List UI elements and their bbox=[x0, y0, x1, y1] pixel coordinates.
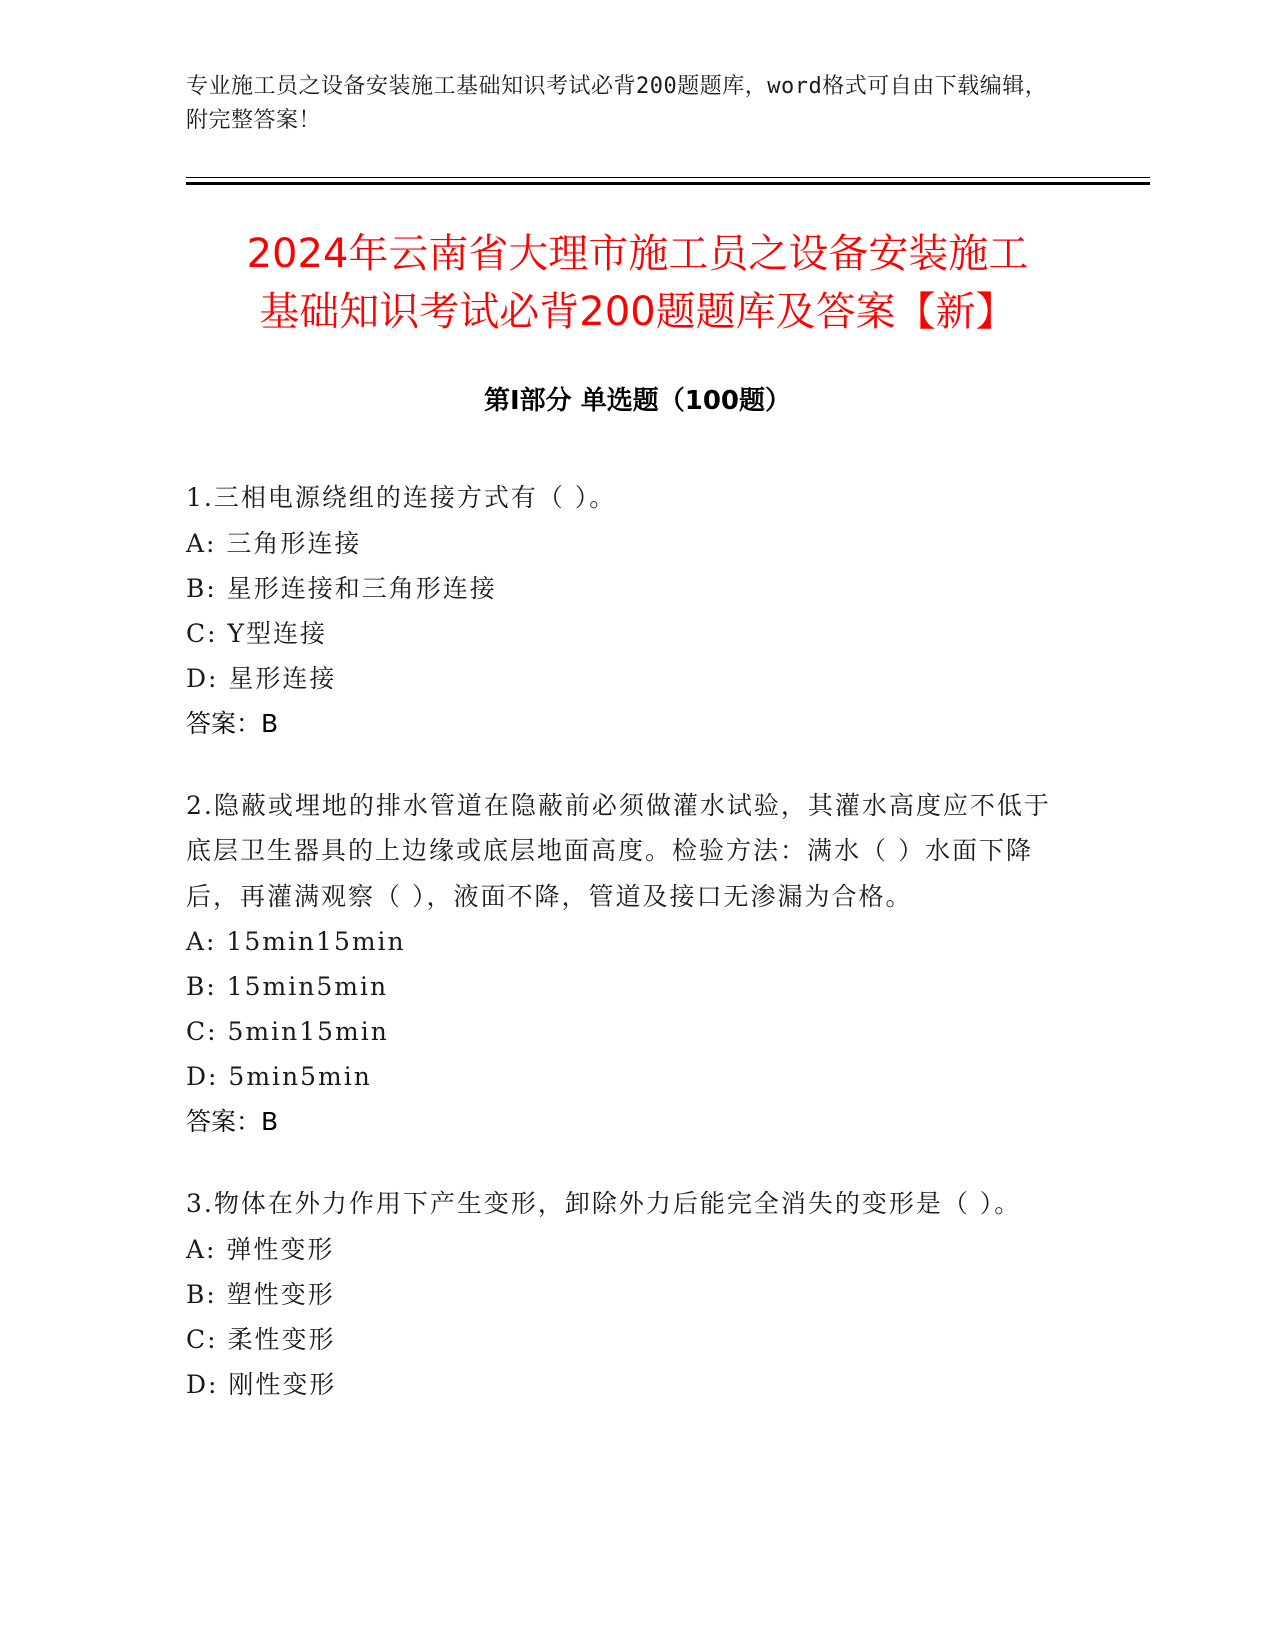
header-divider-thick bbox=[186, 182, 1150, 185]
question-2 bbox=[186, 783, 1066, 1145]
question-list bbox=[186, 475, 1066, 1444]
option-c: C: 柔性变形 bbox=[186, 1324, 336, 1354]
question-3 bbox=[186, 1181, 1066, 1407]
option-d: D: 5min5min bbox=[186, 1062, 372, 1091]
question-stem: 1.三相电源绕组的连接方式有（ ）。 bbox=[186, 483, 617, 512]
header-note: 专业施工员之设备安装施工基础知识考试必背200题题库，word格式可自由下载编辑，附完整答案！ bbox=[186, 74, 1048, 133]
answer: 答案：B bbox=[186, 708, 279, 738]
answer: 答案：B bbox=[186, 1107, 279, 1136]
header-divider-thin bbox=[186, 177, 1150, 178]
question-stem: 2.隐蔽或埋地的排水管道在隐蔽前必须做灌水试验，其灌水高度应不低于底层卫生器具的上边缘或底层地面高度。检验方法：满水（ ）水面下降后，再灌满观察（ ），液面不降，管道及接口无渗漏为合格。 bbox=[186, 790, 1051, 911]
option-d: D: 星形连接 bbox=[186, 663, 337, 693]
title-line-1: 2024年云南省大理市施工员之设备安装施工 bbox=[246, 231, 1029, 277]
option-d: D: 刚性变形 bbox=[186, 1369, 337, 1399]
option-b: B: 星形连接和三角形连接 bbox=[186, 573, 497, 603]
option-b: B: 15min5min bbox=[186, 972, 389, 1001]
option-a: A: 弹性变形 bbox=[186, 1234, 335, 1264]
question-1 bbox=[186, 475, 1066, 746]
option-a: A: 三角形连接 bbox=[186, 528, 362, 558]
option-b: B: 塑性变形 bbox=[186, 1279, 335, 1309]
option-c: C: Y型连接 bbox=[186, 618, 328, 648]
title-line-2: 基础知识考试必背200题题库及答案【新】 bbox=[259, 289, 1016, 335]
option-c: C: 5min15min bbox=[186, 1017, 389, 1046]
section-heading: 第I部分 单选题（100题） bbox=[484, 386, 791, 416]
question-stem: 3.物体在外力作用下产生变形，卸除外力后能完全消失的变形是（ ）。 bbox=[186, 1189, 1022, 1218]
option-a: A: 15min15min bbox=[186, 927, 406, 956]
document-title bbox=[160, 225, 1115, 341]
